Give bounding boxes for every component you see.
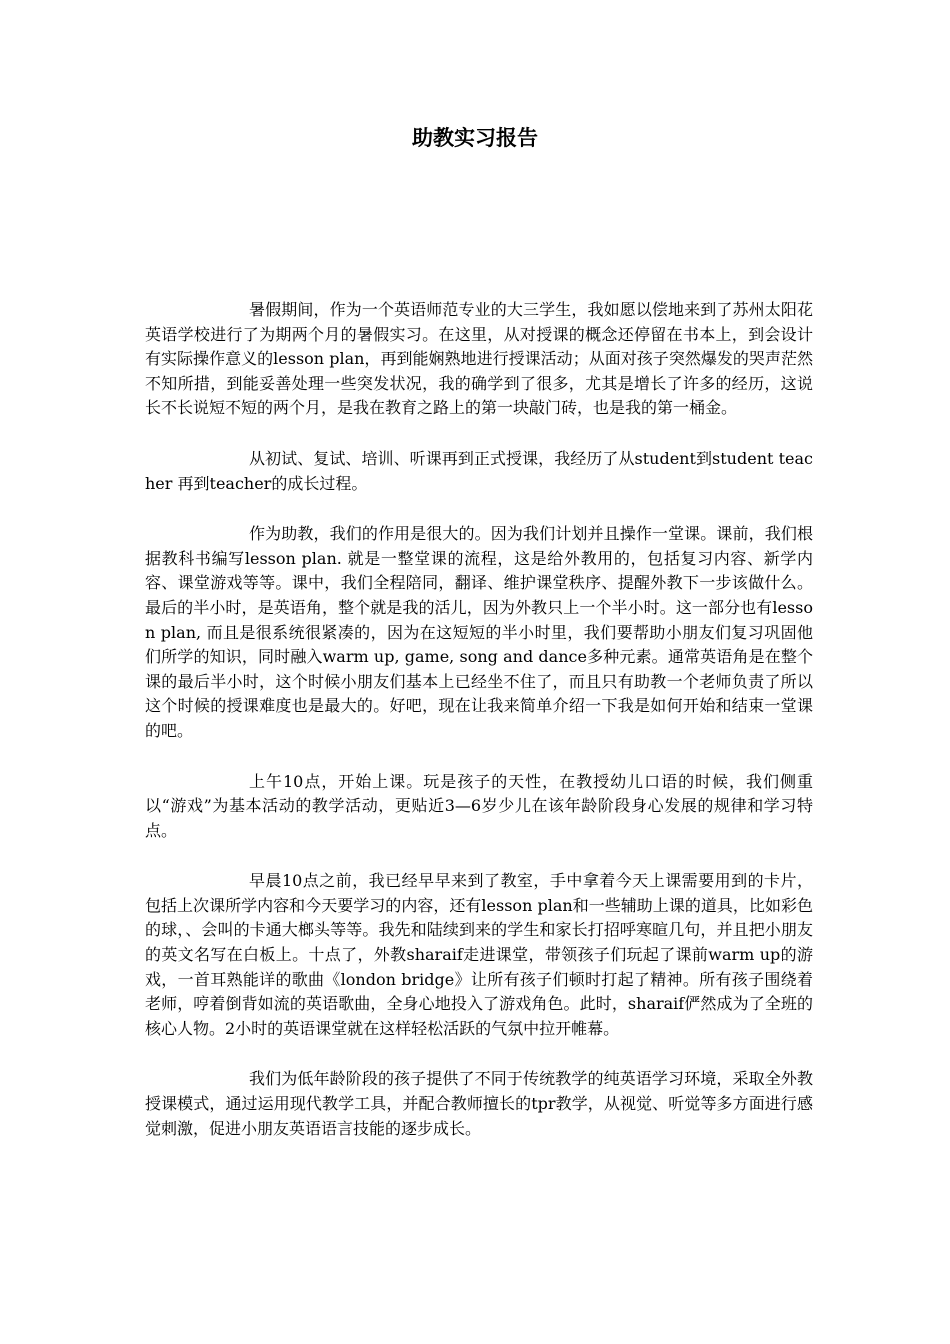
paragraph-3: 作为助教，我们的作用是很大的。因为我们计划并且操作一堂课。课前，我们根据教科书编写lesson plan. 就是一整堂课的流程，这是给外教用的，包括复习内容、新学内容、课堂游戏等等。课中，我们全程陪同，翻译、维护课堂秩序、提醒外教下一步该做什么。最后的半小时，是英语角，整个就是我的活儿，因为外教只上一个半小时。这一部分也有lesson plan, 而且是很系统很紧凑的，因为在这短短的半小时里，我们要帮助小朋友们复习巩固他们所学的知识，同时融入warm up, game, song and dance多种元素。通常英语角是在整个课的最后半小时，这个时候小朋友们基本上已经坐不住了，而且只有助教一个老师负责了所以这个时候的授课难度也是最大的。好吧，现在让我来简单介绍一下我是如何开始和结束一堂课的吧。 xyxy=(145,524,813,740)
document-title: 助教实习报告 xyxy=(412,125,538,150)
paragraph-5: 早晨10点之前，我已经早早来到了教室，手中拿着今天上课需要用到的卡片，包括上次课所学内容和今天要学习的内容，还有lesson plan和一些辅助上课的道具，比如彩色的球，、会叫的卡通大榔头等等。我先和陆续到来的学生和家长打招呼寒暄几句，并且把小朋友的英文名写在白板上。十点了，外教sharaif走进课堂，带领孩子们玩起了课前warm up的游戏，一首耳熟能详的歌曲《london bridge》让所有孩子们顿时打起了精神。所有孩子围绕着老师，哼着倒背如流的英语歌曲，全身心地投入了游戏角色。此时，sharaif俨然成为了全班的核心人物。2小时的英语课堂就在这样轻松活跃的气氛中拉开帷幕。 xyxy=(145,871,813,1038)
paragraph-1: 暑假期间，作为一个英语师范专业的大三学生，我如愿以偿地来到了苏州太阳花英语学校进行了为期两个月的暑假实习。在这里，从对授课的概念还停留在书本上，到会设计有实际操作意义的lesson plan，再到能娴熟地进行授课活动；从面对孩子突然爆发的哭声茫然不知所措，到能妥善处理一些突发状况，我的确学到了很多，尤其是增长了许多的经历，这说长不长说短不短的两个月，是我在教育之路上的第一块敲门砖，也是我的第一桶金。 xyxy=(145,300,813,418)
paragraph-6: 我们为低年龄阶段的孩子提供了不同于传统教学的纯英语学习环境，采取全外教授课模式，通过运用现代教学工具，并配合教师擅长的tpr教学，从视觉、听觉等多方面进行感觉刺激，促进小朋友英语语言技能的逐步成长。 xyxy=(145,1069,813,1138)
paragraph-4: 上午10点，开始上课。玩是孩子的天性，在教授幼儿口语的时候，我们侧重以“游戏”为基本活动的教学活动，更贴近3—6岁少儿在该年龄阶段身心发展的规律和学习特点。 xyxy=(145,771,813,840)
document-body xyxy=(145,298,813,1167)
paragraph-2: 从初试、复试、培训、听课再到正式授课，我经历了从student到student teacher 再到teacher的成长过程。 xyxy=(145,448,813,493)
